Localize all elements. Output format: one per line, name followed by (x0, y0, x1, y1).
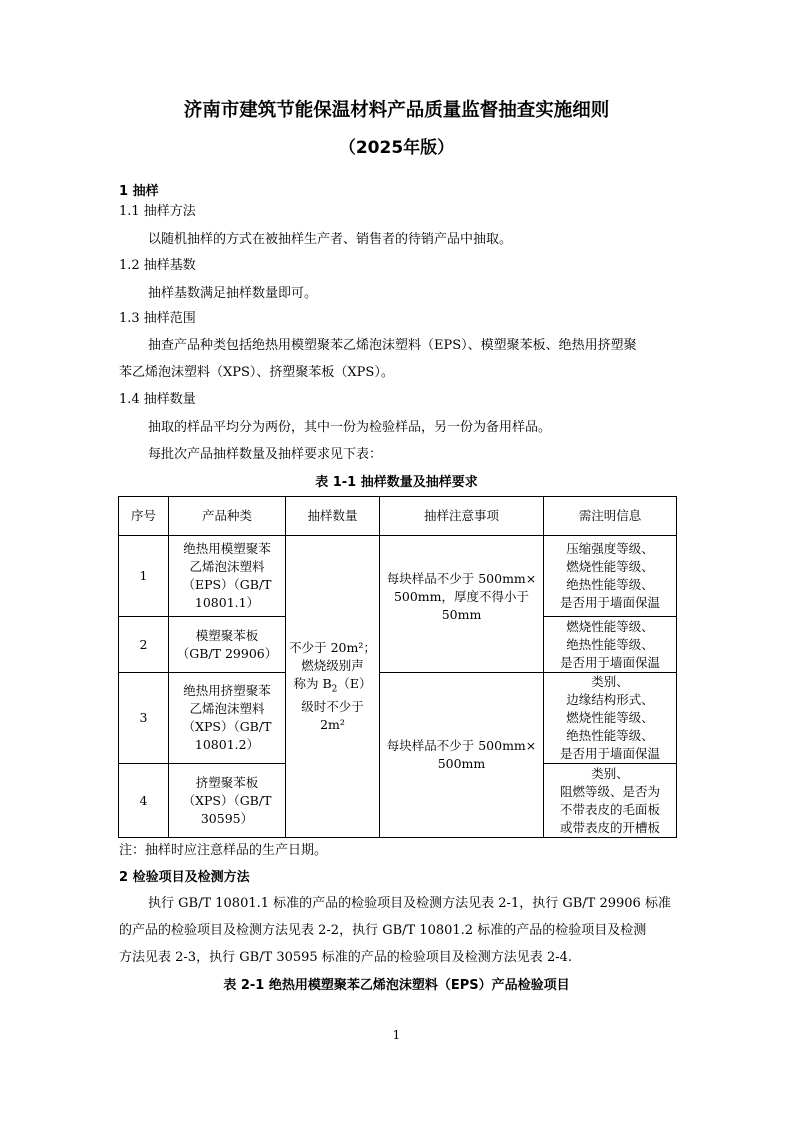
sampling-notes-eps (380, 536, 544, 673)
paragraph-sampling-base: 抽样基数满足抽样数量即可。 (148, 286, 318, 301)
paragraph-sampling-quantity-line1: 抽取的样品平均分为两份，其中一份为检验样品，另一份为备用样品。 (148, 420, 552, 435)
table-row (119, 673, 677, 764)
table-1-1-caption: 表 1-1 抽样数量及抽样要求 (315, 475, 478, 490)
sampling-notes-text: 每块样品不少于 500mm× 500mm，厚度不得小于 50mm (386, 571, 537, 622)
product-type (169, 617, 286, 673)
required-info-text: 类别、 阻燃等级、是否为 不带表皮的毛面板 或带表皮的开槽板 (559, 765, 660, 835)
paragraph-inspection-line3: 方法见表 2-3，执行 GB/T 30595 标准的产品的检验项目及检测方法见表 2-4. (119, 950, 573, 965)
required-info-text: 燃烧性能等级、 绝热性能等级、 是否用于墙面保温 (559, 618, 660, 670)
sampling-requirements-table (118, 496, 677, 838)
product-type-text: 绝热用模塑聚苯 乙烯泡沫塑料 （EPS）（GB/T 10801.1） (182, 541, 272, 610)
quantity-line-3: 称为 $B_2(E)$ (293, 675, 372, 695)
quantity-line-2: 燃烧级别声 (301, 657, 364, 673)
paragraph-sampling-method: 以随机抽样的方式在被抽样生产者、销售者的待销产品中抽取。 (148, 232, 513, 247)
product-type (169, 673, 286, 764)
paragraph-inspection-line1: 执行 GB/T 10801.1 标准的产品的检验项目及检测方法见表 2-1，执行 GB/T 29906 标准 (148, 896, 671, 911)
sampling-quantity-cell (286, 536, 380, 838)
subheading-sampling-base: 1.2 抽样基数 (119, 258, 196, 273)
page-number: 1 (392, 1028, 401, 1042)
product-type (169, 764, 286, 838)
header-cell: 产品种类 (169, 497, 286, 536)
required-info (544, 764, 677, 838)
paragraph-sampling-scope-line2: 苯乙烯泡沫塑料（XPS）、挤塑聚苯板（XPS）。 (119, 365, 394, 380)
required-info (544, 617, 677, 673)
required-info-text: 类别、 边缘结构形式、 燃烧性能等级、 绝热性能等级、 是否用于墙面保温 (559, 674, 660, 761)
document-title: 济南市建筑节能保温材料产品质量监督抽查实施细则 (183, 100, 610, 121)
header-cell: 抽样注意事项 (380, 497, 544, 536)
section-heading-sampling: 1 抽样 (119, 184, 159, 199)
subheading-sampling-method: 1.1 抽样方法 (119, 204, 196, 219)
table-footnote: 注：抽样时应注意样品的生产日期。 (119, 843, 328, 858)
required-info (544, 673, 677, 764)
table-row (119, 536, 677, 617)
quantity-line-1: 不少于 20m²； (289, 639, 376, 655)
row-number: 3 (119, 673, 169, 764)
product-type (169, 536, 286, 617)
row-number: 2 (119, 617, 169, 673)
row-number: 1 (119, 536, 169, 617)
required-info-text: 压缩强度等级、 燃烧性能等级、 绝热性能等级、 是否用于墙面保温 (559, 541, 660, 610)
quantity-line-5: 2m² (320, 717, 345, 733)
header-cell: 序号 (119, 497, 169, 536)
product-type-text: 绝热用挤塑聚苯 乙烯泡沫塑料 （XPS）（GB/T 10801.2） (182, 683, 272, 752)
table-2-1-caption: 表 2-1 绝热用模塑聚苯乙烯泡沫塑料（EPS）产品检验项目 (223, 978, 570, 993)
paragraph-sampling-quantity-line2: 每批次产品抽样数量及抽样要求见下表： (148, 447, 383, 462)
quantity-line-4: 级时不少于 (301, 699, 364, 715)
subheading-sampling-quantity: 1.4 抽样数量 (119, 392, 196, 407)
sampling-notes-text: 每块样品不少于 500mm× 500mm (386, 738, 537, 771)
required-info (544, 536, 677, 617)
header-cell: 需注明信息 (544, 497, 677, 536)
header-cell: 抽样数量 (286, 497, 380, 536)
document-subtitle: （2025年版） (338, 138, 455, 158)
paragraph-inspection-line2: 的产品的检验项目及检测方法见表 2-2，执行 GB/T 10801.2 标准的产品的检验项目及检测 (119, 923, 647, 938)
sampling-quantity-text (289, 639, 376, 735)
sampling-notes-xps (380, 673, 544, 838)
row-number: 4 (119, 764, 169, 838)
subheading-sampling-scope: 1.3 抽样范围 (119, 311, 196, 326)
table-header-row (119, 497, 677, 536)
paragraph-sampling-scope-line1: 抽查产品种类包括绝热用模塑聚苯乙烯泡沫塑料（EPS）、模塑聚苯板、绝热用挤塑聚 (148, 338, 637, 353)
product-type-text: 挤塑聚苯板 （XPS）（GB/T 30595） (182, 774, 272, 826)
product-type-text: 模塑聚苯板 （GB/T 29906） (176, 627, 278, 661)
section-heading-inspection: 2 检验项目及检测方法 (119, 870, 250, 885)
